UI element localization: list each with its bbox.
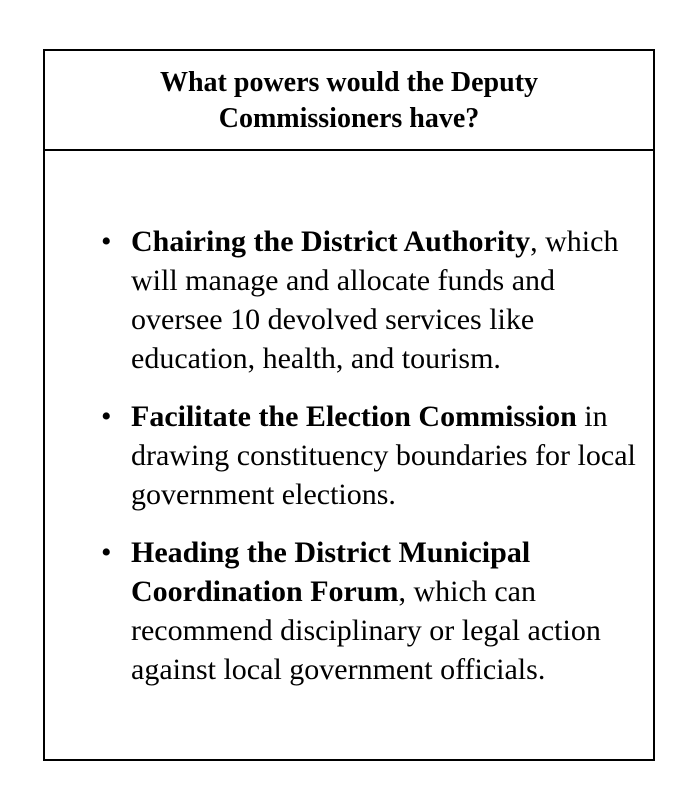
- info-box: [43, 49, 655, 761]
- item-bold-text: Facilitate the Election Commission: [131, 400, 577, 433]
- box-title: What powers would the Deputy Commissioners have?: [159, 67, 539, 134]
- bullet-icon: •: [101, 536, 112, 569]
- bullet-list: [101, 222, 653, 708]
- item-bold-text: Heading the District Municipal Coordination Forum: [131, 536, 531, 608]
- item-text: , which will manage and allocate funds and oversee 10 devolved services like education, health, and tourism.: [131, 225, 619, 375]
- item-text: , which can recommend disciplinary or legal action against local government officials.: [131, 575, 601, 686]
- box-header: [45, 51, 653, 151]
- bullet-icon: •: [101, 400, 112, 433]
- list-item: [101, 533, 653, 689]
- bullet-icon: •: [101, 225, 112, 258]
- list-item: [101, 222, 653, 378]
- list-item: [101, 397, 653, 514]
- item-bold-text: Chairing the District Authority: [131, 225, 531, 258]
- item-text: in drawing constituency boundaries for local government elections.: [131, 400, 636, 511]
